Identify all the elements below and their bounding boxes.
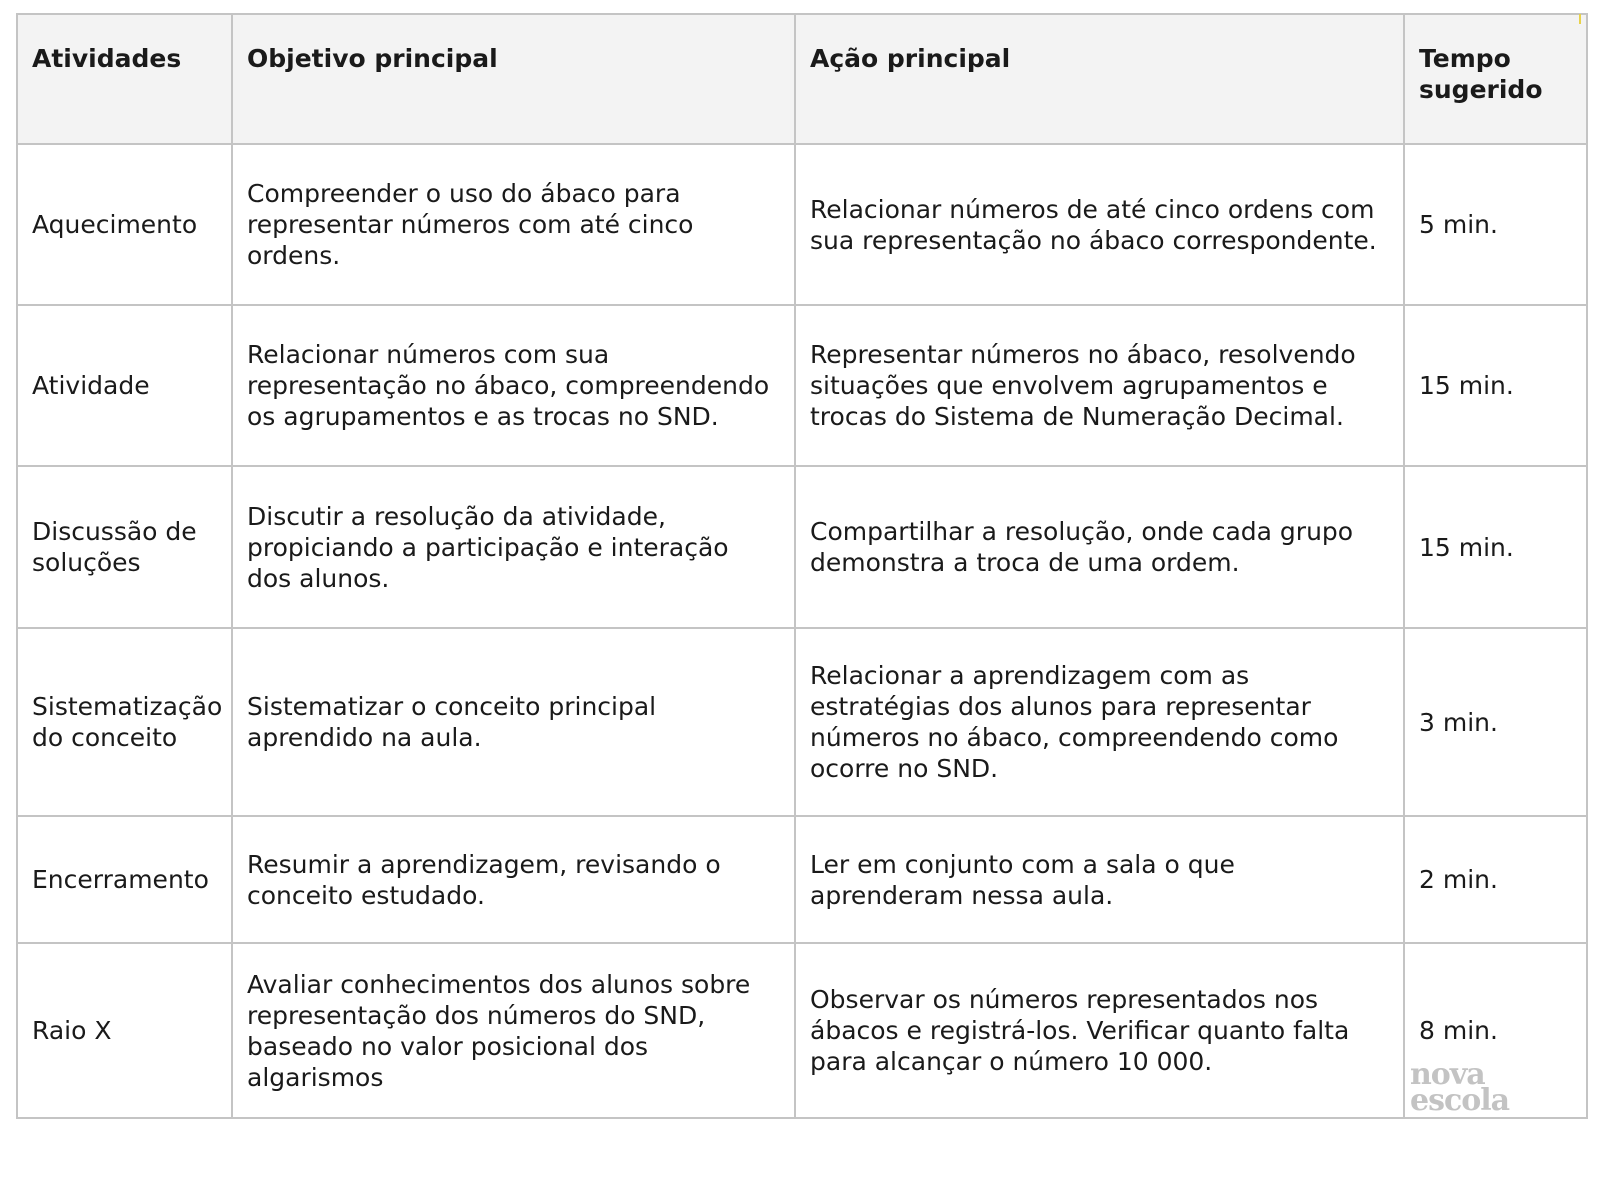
header-atividades: Atividades	[17, 14, 232, 144]
cell-tempo: 2 min.	[1404, 816, 1587, 943]
header-objetivo-principal: Objetivo principal	[232, 14, 795, 144]
cell-atividade: Discussão de soluções	[17, 466, 232, 628]
cell-objetivo: Resumir a aprendizagem, revisando o conceito estudado.	[232, 816, 795, 943]
table-row	[17, 466, 1587, 628]
cell-objetivo: Sistematizar o conceito principal aprendido na aula.	[232, 628, 795, 816]
table-row	[17, 628, 1587, 816]
cell-tempo: 8 min.	[1404, 943, 1587, 1118]
watermark-line-escola: escola	[1410, 1083, 1510, 1118]
cell-tempo: 15 min.	[1404, 305, 1587, 466]
cell-atividade: Sistematização do conceito	[17, 628, 232, 816]
cell-acao: Compartilhar a resolução, onde cada grupo demonstra a troca de uma ordem.	[795, 466, 1404, 628]
table-body	[17, 144, 1587, 1118]
header-tempo-sugerido: Tempo sugerido	[1404, 14, 1587, 144]
cell-acao: Relacionar números de até cinco ordens com sua representação no ábaco correspondente.	[795, 144, 1404, 305]
table-row	[17, 305, 1587, 466]
header-row	[17, 14, 1587, 144]
cell-objetivo: Relacionar números com sua representação no ábaco, compreendendo os agrupamentos e as trocas no SND.	[232, 305, 795, 466]
cell-acao: Observar os números representados nos ábacos e registrá-los. Verificar quanto falta para alcançar o número 10 000.	[795, 943, 1404, 1118]
cell-acao: Ler em conjunto com a sala o que aprenderam nessa aula.	[795, 816, 1404, 943]
header-acao-principal: Ação principal	[795, 14, 1404, 144]
nova-escola-watermark-logo	[1410, 1057, 1510, 1118]
cell-tempo: 5 min.	[1404, 144, 1587, 305]
lesson-plan-table	[16, 13, 1588, 1119]
cell-atividade: Atividade	[17, 305, 232, 466]
table-header	[17, 14, 1587, 144]
table-row	[17, 144, 1587, 305]
cell-atividade: Raio X	[17, 943, 232, 1118]
cell-objetivo: Discutir a resolução da atividade, propiciando a participação e interação dos alunos.	[232, 466, 795, 628]
corner-marker	[1579, 14, 1581, 24]
cell-tempo: 15 min.	[1404, 466, 1587, 628]
cell-acao: Relacionar a aprendizagem com as estratégias dos alunos para representar números no ábaco, compreendendo como ocorre no SND.	[795, 628, 1404, 816]
cell-tempo: 3 min.	[1404, 628, 1587, 816]
watermark-line-nova: nova	[1410, 1057, 1485, 1092]
cell-acao: Representar números no ábaco, resolvendo situações que envolvem agrupamentos e trocas do Sistema de Numeração Decimal.	[795, 305, 1404, 466]
cell-atividade: Encerramento	[17, 816, 232, 943]
cell-objetivo: Compreender o uso do ábaco para representar números com até cinco ordens.	[232, 144, 795, 305]
cell-atividade: Aquecimento	[17, 144, 232, 305]
table-row	[17, 816, 1587, 943]
cell-objetivo: Avaliar conhecimentos dos alunos sobre representação dos números do SND, baseado no valor posicional dos algarismos	[232, 943, 795, 1118]
table-row	[17, 943, 1587, 1118]
